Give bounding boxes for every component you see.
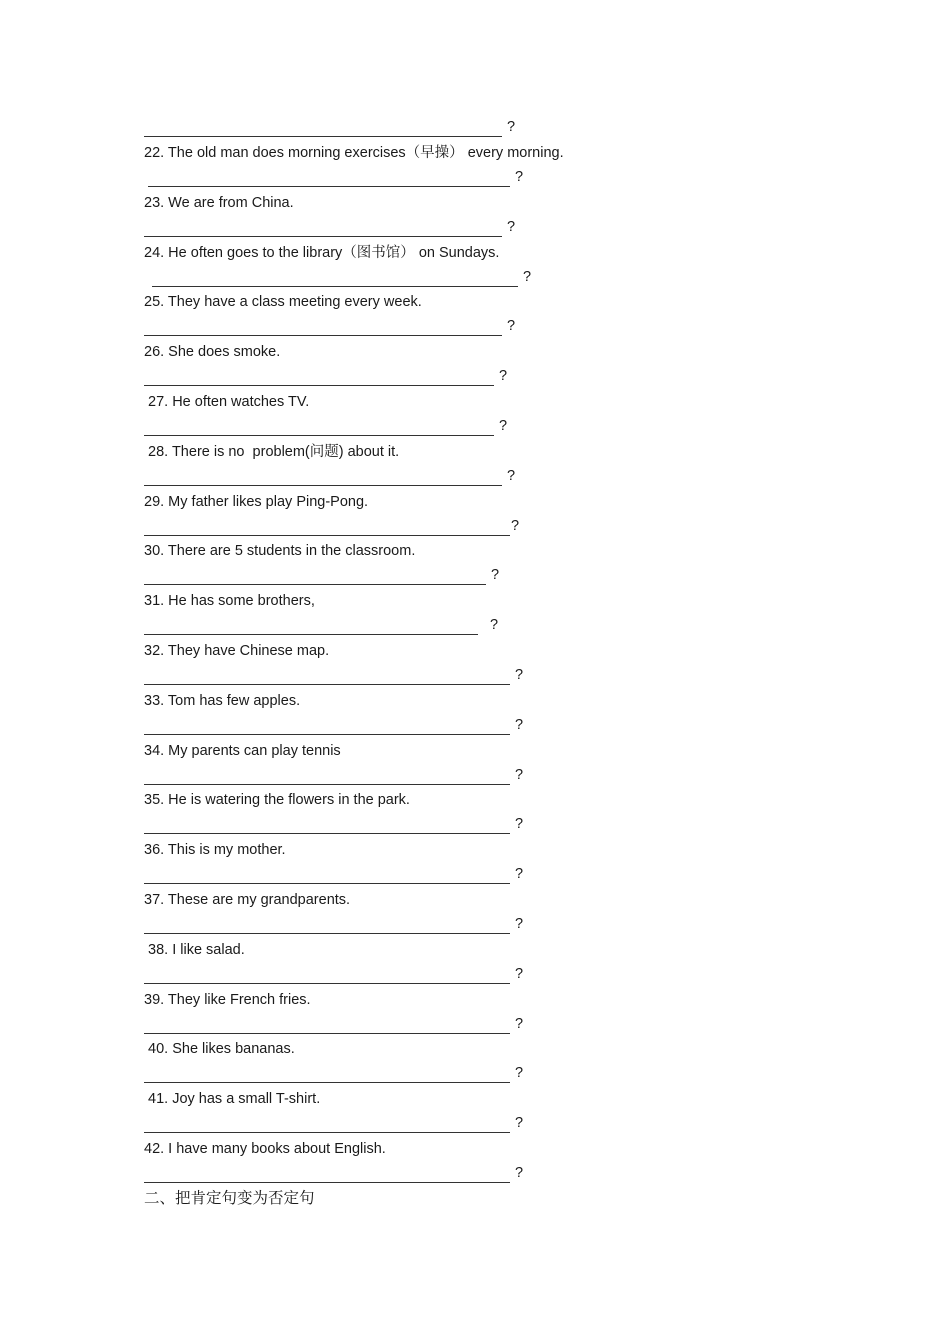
question-text: 36. This is my mother. bbox=[144, 842, 286, 859]
question-text: 31. He has some brothers, bbox=[144, 593, 315, 610]
answer-blank[interactable] bbox=[144, 222, 502, 237]
question-text: 25. They have a class meeting every week. bbox=[144, 294, 422, 311]
answer-line bbox=[144, 765, 523, 785]
question-text: 33. Tom has few apples. bbox=[144, 692, 301, 709]
question-text: 26. She does smoke. bbox=[144, 344, 281, 361]
question-mark: ? bbox=[507, 218, 516, 235]
answer-line bbox=[144, 814, 523, 834]
answer-blank[interactable] bbox=[144, 521, 510, 536]
answer-blank[interactable] bbox=[144, 471, 502, 486]
answer-line bbox=[144, 516, 519, 536]
answer-blank[interactable] bbox=[144, 819, 510, 834]
question-mark: ? bbox=[515, 766, 524, 783]
question-text: 27. He often watches TV. bbox=[144, 394, 310, 410]
answer-line bbox=[144, 864, 523, 884]
question-mark: ? bbox=[499, 368, 508, 385]
answer-line bbox=[144, 316, 515, 336]
question-text: 37. These are my grandparents. bbox=[144, 892, 351, 908]
answer-blank[interactable] bbox=[144, 122, 502, 137]
answer-line bbox=[144, 914, 523, 934]
answer-line bbox=[144, 217, 515, 237]
question-mark: ? bbox=[515, 1015, 524, 1032]
question-text: 23. We are from China. bbox=[144, 194, 294, 211]
question-mark: ? bbox=[507, 318, 516, 335]
answer-line bbox=[144, 1063, 523, 1083]
answer-blank[interactable] bbox=[144, 969, 510, 984]
answer-blank[interactable] bbox=[144, 1118, 510, 1133]
answer-line bbox=[144, 565, 499, 585]
answer-blank[interactable] bbox=[144, 620, 478, 635]
answer-line bbox=[144, 1113, 523, 1133]
answer-blank[interactable] bbox=[144, 1068, 510, 1083]
question-text: 40. She likes bananas. bbox=[144, 1041, 295, 1058]
question-mark: ? bbox=[499, 418, 508, 434]
question-text: 30. There are 5 students in the classroom. bbox=[144, 543, 416, 560]
question-text: 35. He is watering the flowers in the park. bbox=[144, 792, 410, 809]
question-text: 24. He often goes to the library（图书馆） on Sundays. bbox=[144, 244, 500, 261]
question-mark: ? bbox=[523, 268, 532, 285]
answer-line bbox=[148, 167, 523, 187]
question-text: 39. They like French fries. bbox=[144, 991, 311, 1008]
answer-line bbox=[144, 117, 515, 137]
question-text: 32. They have Chinese map. bbox=[144, 643, 330, 659]
question-mark: ? bbox=[511, 517, 520, 534]
question-text: 38. I like salad. bbox=[144, 941, 245, 958]
answer-blank[interactable] bbox=[144, 421, 494, 436]
question-text: 29. My father likes play Ping-Pong. bbox=[144, 493, 369, 510]
question-mark: ? bbox=[515, 667, 524, 683]
answer-line bbox=[144, 466, 515, 486]
answer-blank[interactable] bbox=[144, 770, 510, 785]
question-mark: ? bbox=[507, 467, 516, 484]
answer-line bbox=[144, 1163, 523, 1183]
question-text: 34. My parents can play tennis bbox=[144, 742, 341, 759]
question-mark: ? bbox=[515, 1165, 524, 1181]
question-mark: ? bbox=[515, 716, 524, 733]
answer-line bbox=[144, 715, 523, 735]
question-mark: ? bbox=[515, 916, 524, 932]
question-mark: ? bbox=[515, 169, 524, 185]
answer-blank[interactable] bbox=[144, 670, 510, 685]
answer-line bbox=[144, 416, 507, 436]
answer-line bbox=[144, 366, 507, 386]
question-mark: ? bbox=[490, 617, 499, 634]
question-mark: ? bbox=[515, 965, 524, 982]
question-text: 22. The old man does morning exercises（早操） every morning. bbox=[144, 145, 564, 161]
question-mark: ? bbox=[515, 866, 524, 883]
answer-blank[interactable] bbox=[144, 1168, 510, 1183]
question-mark: ? bbox=[515, 1065, 524, 1082]
answer-blank[interactable] bbox=[148, 172, 510, 187]
question-text: 28. There is no problem(问题) about it. bbox=[144, 443, 400, 460]
question-mark: ? bbox=[507, 119, 516, 135]
question-mark: ? bbox=[515, 1115, 524, 1132]
question-mark: ? bbox=[515, 816, 524, 833]
answer-blank[interactable] bbox=[144, 371, 494, 386]
answer-blank[interactable] bbox=[144, 570, 486, 585]
question-mark: ? bbox=[491, 567, 500, 584]
answer-blank[interactable] bbox=[144, 720, 510, 735]
answer-blank[interactable] bbox=[144, 919, 510, 934]
answer-line bbox=[152, 267, 531, 287]
answer-blank[interactable] bbox=[152, 272, 518, 287]
answer-blank[interactable] bbox=[144, 1019, 510, 1034]
answer-line bbox=[144, 964, 523, 984]
answer-line bbox=[144, 615, 498, 635]
section-heading: 二、把肯定句变为否定句 bbox=[144, 1189, 315, 1207]
answer-blank[interactable] bbox=[144, 321, 502, 336]
question-text: 42. I have many books about English. bbox=[144, 1141, 386, 1157]
answer-line bbox=[144, 1014, 523, 1034]
question-text: 41. Joy has a small T-shirt. bbox=[144, 1091, 321, 1108]
answer-blank[interactable] bbox=[144, 869, 510, 884]
answer-line bbox=[144, 665, 523, 685]
